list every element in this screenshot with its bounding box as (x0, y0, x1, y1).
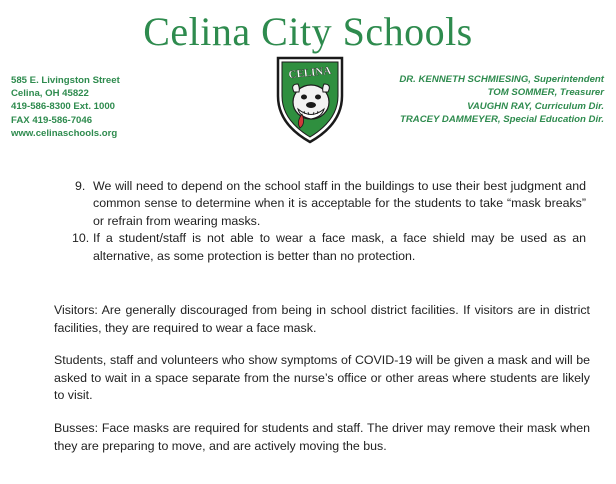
shield-bulldog-icon (274, 54, 346, 144)
website-line: www.celinaschools.org (11, 127, 118, 139)
list-number: 9. (75, 179, 86, 193)
list-item (58, 178, 586, 230)
address-line: 419-586-8300 Ext. 1000 (11, 101, 116, 113)
district-title: Celina City Schools (143, 9, 473, 54)
logo-lettering: CELINA (287, 64, 332, 82)
staff-line: DR. KENNETH SCHMIESING, Superintendent (399, 74, 604, 85)
address-block (11, 74, 120, 140)
address-line: Celina, OH 45822 (11, 88, 89, 100)
list-item (58, 230, 586, 265)
busses-paragraph: Busses: Face masks are required for students and staff. The driver may remove their mask when they are preparing to move, and are actively moving the bus. (54, 421, 590, 453)
address-line: 585 E. Livingston Street (11, 75, 120, 86)
visitors-paragraph: Visitors: Are generally discouraged from being in school district facilities. If visitors are in district facilities, they are required to wear a face mask. (54, 303, 590, 335)
school-shield-logo (274, 54, 346, 144)
list-number: 10. (72, 231, 90, 246)
staff-line: VAUGHN RAY, Curriculum Dir. (467, 100, 604, 112)
list-text: We will need to depend on the school staff in the buildings to use their best judgment and common sense to determine when it is acceptable for the students to take “mask breaks” or refrain from wearing masks. (93, 179, 586, 228)
address-line: FAX 419-586-7046 (11, 114, 93, 126)
symptoms-paragraph: Students, staff and volunteers who show symptoms of COVID-19 will be given a mask and will be asked to wait in a space separate from the nurse’s office or other areas where students are likely to visit. (54, 353, 590, 403)
numbered-list (58, 178, 586, 265)
staff-line: TRACEY DAMMEYER, Special Education Dir. (400, 114, 604, 126)
administration-list (399, 73, 604, 127)
list-text: If a student/staff is not able to wear a face mask, a face shield may be used as an alternative, as some protection is better than no protection. (93, 231, 586, 263)
staff-line: TOM SOMMER, Treasurer (487, 87, 604, 99)
